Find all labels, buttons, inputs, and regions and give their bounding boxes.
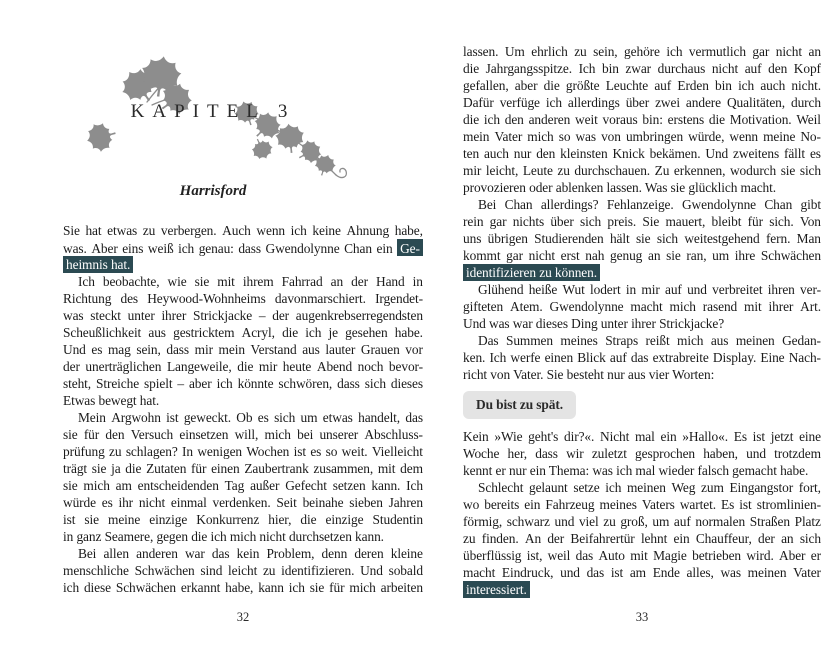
text-line: mir leicht, Leute zu durchschauen. Zu erkennen, wodurch sie sich bbox=[463, 163, 821, 178]
page-number: 33 bbox=[635, 610, 649, 624]
text-line: kennt er nur ein Thema: was ich mal wieder falsch gemacht habe. bbox=[463, 463, 809, 478]
text-line: ist sie meine einzige Konkurrenz hier, die einzige Studentin bbox=[63, 512, 423, 527]
highlighted-text: identifizieren zu können. bbox=[463, 264, 600, 281]
text-line: Und es mag sein, dass mir mein Verstand aus lauter Grauen vor bbox=[63, 342, 423, 357]
text-line: zu finden. An der Beifahrertür lehnt ein Chauffeur, der an sich bbox=[463, 531, 821, 546]
text-line: uns übrigen Studierenden hält sie sich weitestgehend fern. Man bbox=[463, 231, 821, 246]
text-line: was. Aber eins weiß ich genau: dass Gwendolynne Chan ein Ge- bbox=[63, 239, 423, 256]
text-message-row bbox=[463, 391, 821, 420]
text-line: rein gar nichts über sich preis. Sie mauert, bleibt für sich. Von bbox=[463, 214, 821, 229]
text-line: gefallen, aber die größte Leuchte auf Erden bin ich auch nicht. bbox=[463, 78, 821, 93]
text-line: mein Vater mich so was von umbringen würde, wenn meine No- bbox=[463, 129, 821, 144]
text-line: ich diese Schwächen erkannt habe, kann ich sie für mich arbeiten bbox=[63, 580, 423, 595]
text-line: was steckt unter ihrer Strickjacke – der augenkrebserregendsten bbox=[63, 308, 423, 323]
text-line: prüfung zu schlagen? In wenigen Wochen ist es so weit. Vielleicht bbox=[63, 444, 423, 459]
text-block-after-message bbox=[463, 428, 821, 598]
text-line: Etwas bewegt hat. bbox=[63, 393, 160, 408]
text-line: Bei Chan allerdings? Fehlanzeige. Gwendolynne Chan gibt bbox=[478, 197, 821, 212]
highlighted-text: heimnis hat. bbox=[63, 256, 133, 273]
text-line: richt von Vater. Sie besteht nur aus vier Worten: bbox=[463, 367, 715, 382]
left-page bbox=[63, 0, 423, 648]
text-line: Dafür verfüge ich allerdings über zwei andere Qualitäten, durch bbox=[463, 95, 821, 110]
text-line: menschliche Schwächen sind leicht zu identifizieren. Und sobald bbox=[63, 563, 423, 578]
text-line bbox=[63, 256, 423, 273]
text-line: sie mich am entscheidenden Tag außer Gefecht setzen kann. Ich bbox=[63, 478, 423, 493]
text-line: provozieren oder ablenken lassen. Was sie glücklich macht. bbox=[463, 180, 777, 195]
text-line: ken. Ich werfe einen Blick auf das extrabreite Display. Eine Nach- bbox=[463, 350, 821, 365]
text-line: Das Summen meines Straps reißt mich aus meinen Gedan- bbox=[478, 333, 821, 348]
text-line: Scheußlichkeit aus gestricktem Acryl, die ich je gesehen habe. bbox=[63, 325, 423, 340]
page-text bbox=[63, 222, 423, 596]
text-line: Glühend heiße Wut lodert in mir auf und verbreitet ihren ver- bbox=[478, 282, 821, 297]
text-line: Sie hat etwas zu verbergen. Auch wenn ich keine Ahnung habe, bbox=[63, 223, 423, 238]
text-line: die Jahrgangsspitze. Ich bin zwar durchaus nicht auf den Kopf bbox=[463, 61, 821, 76]
highlighted-text: interessiert. bbox=[463, 581, 530, 598]
chapter-heading: KAPITEL 3 bbox=[130, 101, 296, 122]
text-line: steht, Streiche spielt – aber ich könnte schwören, dass sich dieses bbox=[63, 376, 423, 391]
text-line bbox=[463, 264, 821, 281]
text-line: Woche her, dass wir zuletzt gesprochen haben, und trotzdem bbox=[463, 446, 821, 461]
text-line: der unerträglichen Langeweile, die mir heute Abend noch bevor- bbox=[63, 359, 423, 374]
text-line: in ganz Seamere, gegen die ich mich nicht durchsetzen kann. bbox=[63, 529, 384, 544]
section-title: Harrisford bbox=[179, 183, 247, 199]
text-line: Schlecht gelaunt setze ich meinen Weg zum Eingangstor fort, bbox=[478, 480, 821, 495]
text-line: Kein »Wie geht's dir?«. Nicht mal ein »Hallo«. Es ist jetzt eine bbox=[463, 429, 821, 444]
text-line: würde es ihr nicht einmal verdenken. Seit beinahe sieben Jahren bbox=[63, 495, 423, 510]
text-line: überflüssig ist, weil das Auto mit Magie betrieben wird. Aber er bbox=[463, 548, 821, 563]
leaf-vine-ornament bbox=[51, 56, 381, 191]
text-line: macht Eindruck, und das ist am Ende alles, was meinen Vater bbox=[463, 565, 821, 580]
text-message-bubble: Du bist zu spät. bbox=[463, 391, 576, 419]
text-line: Mein Argwohn ist geweckt. Ob es sich um etwas handelt, das bbox=[78, 410, 423, 425]
text-line: lassen. Um ehrlich zu sein, gehöre ich vermutlich gar nicht an bbox=[463, 44, 821, 59]
text-line bbox=[463, 581, 821, 598]
text-line: wo bereits ein Fahrzeug meines Vaters wartet. Es ist stromlinien- bbox=[463, 497, 821, 512]
text-line: Richtung des Heywood-Wohnheims davonmarschiert. Irgendet- bbox=[63, 291, 423, 306]
text-line: Und was war dieses Ding unter ihrer Strickjacke? bbox=[463, 316, 725, 331]
text-line: die ich den anderen weit voraus bin: erstens die Motivation. Weil bbox=[463, 112, 821, 127]
text-line: förmig, schwarz und viel zu groß, um auf normalen Straßen Platz bbox=[463, 514, 821, 529]
text-line: kommt gar nicht erst nah genug an sie ran, um ihre Schwächen bbox=[463, 248, 821, 263]
text-line: trägt sie ja die Zutaten für einen Zaubertrank zusammen, mit dem bbox=[63, 461, 423, 476]
text-line: Ich beobachte, wie sie mit ihrem Fahrrad an der Hand in bbox=[78, 274, 423, 289]
page-text bbox=[463, 43, 821, 598]
text-line: gifteten Atem. Gwendolynne macht mich rasend mit ihrer Art. bbox=[463, 299, 821, 314]
text-line: ten auch nur den kleinsten Knick bekämen. Und zweitens fällt es bbox=[463, 146, 821, 161]
text-block-before-message bbox=[463, 43, 821, 383]
text-line: Bei allen anderen war das kein Problem, denn deren kleine bbox=[78, 546, 423, 561]
highlighted-text: Ge- bbox=[397, 239, 423, 256]
single-leaf bbox=[83, 119, 119, 154]
page-number: 32 bbox=[236, 610, 250, 624]
text-line: sie für den Versuch einsetzen will, mich bei unserer Abschluss- bbox=[63, 427, 423, 442]
right-page bbox=[463, 0, 821, 648]
